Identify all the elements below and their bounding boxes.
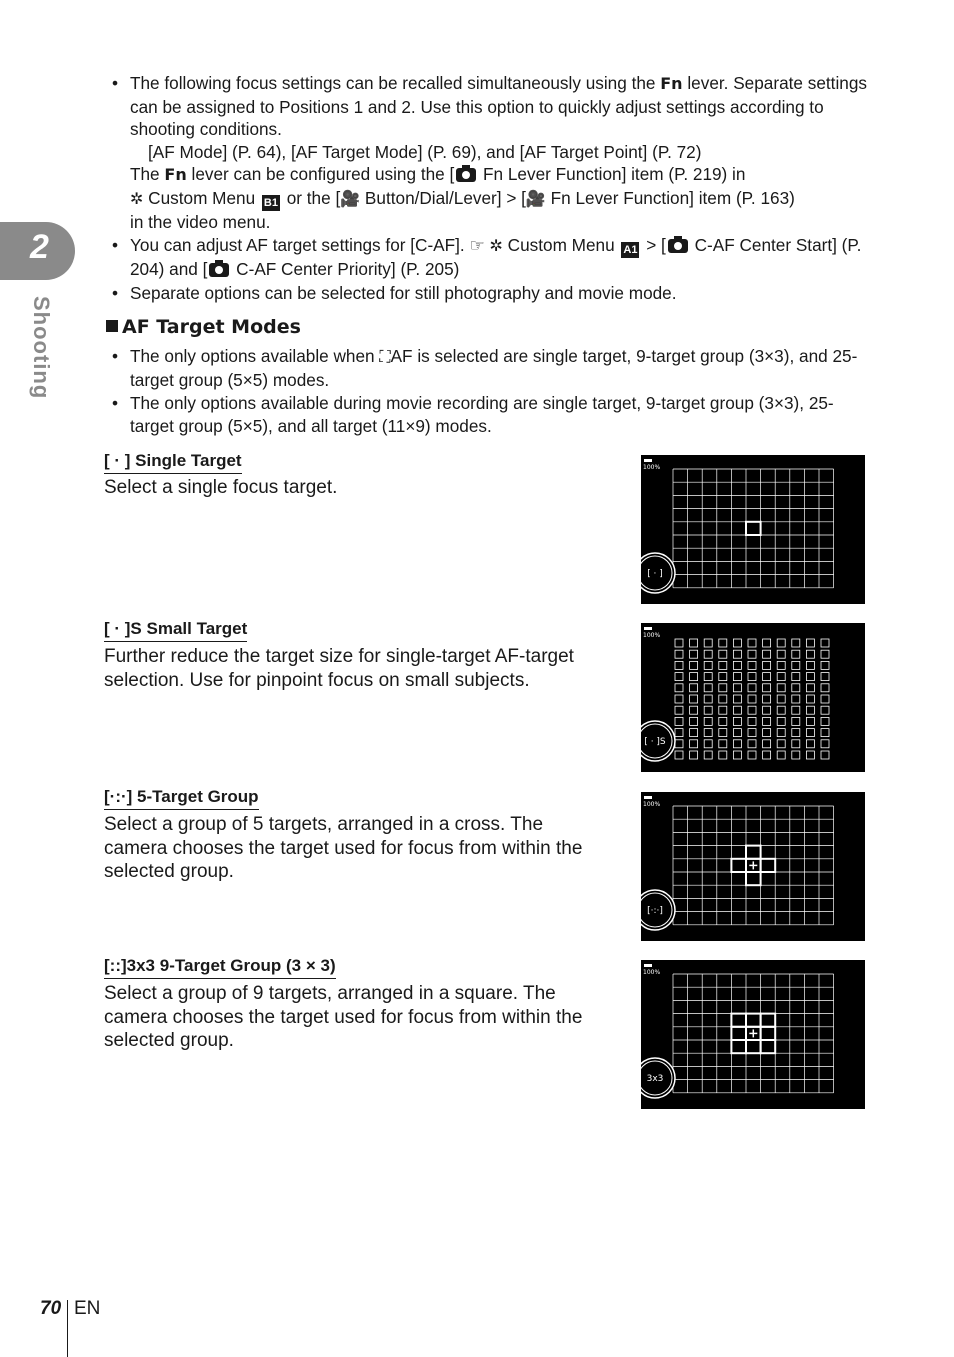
small-target-box <box>792 661 800 669</box>
small-target-box <box>719 751 727 759</box>
movie-camera-icon: 🎥 <box>525 188 546 208</box>
camera-icon <box>668 239 688 253</box>
small-target-box <box>806 729 814 737</box>
small-target-box <box>806 650 814 658</box>
small-target-box <box>733 717 741 725</box>
language-label: EN <box>74 1298 101 1319</box>
small-target-box <box>690 684 698 692</box>
small-target-box <box>806 661 814 669</box>
section-desc-small: Further reduce the target size for single-target AF-target selection. Use for pinpoint focus on small subjects. <box>104 646 574 691</box>
small-target-box <box>704 717 712 725</box>
small-target-box <box>806 717 814 725</box>
selected-target <box>746 1040 761 1053</box>
small-target-box <box>690 740 698 748</box>
small-target-box <box>690 695 698 703</box>
section-desc-9group: Select a group of 9 targets, arranged in a square. The camera chooses the target used for focus from within the selected group. <box>104 983 583 1051</box>
screen-9-target-group <box>641 960 865 1109</box>
small-target-box <box>675 706 683 714</box>
selected-target <box>731 1040 746 1053</box>
small-target-box <box>690 706 698 714</box>
small-target-box <box>748 751 756 759</box>
small-target-box <box>821 717 829 725</box>
small-target-box <box>704 729 712 737</box>
selected-target <box>761 1040 776 1053</box>
small-target-box <box>792 729 800 737</box>
small-target-box <box>763 740 771 748</box>
small-target-box <box>821 695 829 703</box>
selected-target <box>761 1027 776 1040</box>
af-target-bullets <box>112 345 872 438</box>
battery-icon <box>644 627 652 630</box>
small-target-box <box>763 717 771 725</box>
small-target-box <box>733 673 741 681</box>
selected-target <box>761 1014 776 1027</box>
small-target-box <box>792 740 800 748</box>
small-target-box <box>690 673 698 681</box>
small-target-box <box>777 639 785 647</box>
small-target-box <box>821 684 829 692</box>
selected-target <box>731 1014 746 1027</box>
small-target-box <box>806 684 814 692</box>
section-heading: AF Target Modes <box>106 316 301 338</box>
menu-b1-icon: B1 <box>263 196 278 209</box>
mode-badge-label: [ · ] <box>647 569 663 579</box>
small-target-box <box>792 717 800 725</box>
selected-target <box>731 1027 746 1040</box>
bullet-face-af: • The only options available when ⛶AF is selected are single target, 9-target group (3×3), and 25-target group (5×5) modes. <box>112 345 872 391</box>
small-target-box <box>733 751 741 759</box>
small-target-box <box>792 684 800 692</box>
small-target-box <box>719 706 727 714</box>
small-target-box <box>704 661 712 669</box>
small-target-box <box>733 661 741 669</box>
small-target-box <box>792 650 800 658</box>
small-target-box <box>763 751 771 759</box>
small-target-box <box>763 684 771 692</box>
intro-bullets <box>112 72 872 305</box>
small-target-box <box>675 740 683 748</box>
selected-target <box>746 872 761 885</box>
small-target-box <box>733 729 741 737</box>
bullet-separate: • Separate options can be selected for still photography and movie mode. <box>112 282 872 305</box>
section-desc-single: Select a single focus target. <box>104 477 338 498</box>
screen-small-target <box>641 623 865 772</box>
small-target-box <box>777 740 785 748</box>
chapter-number: 2 <box>30 228 49 266</box>
small-target-box <box>675 695 683 703</box>
small-target-box <box>733 740 741 748</box>
small-target-box <box>748 740 756 748</box>
small-target-box <box>719 639 727 647</box>
face-priority-icon: ⛶ <box>379 347 391 366</box>
section-desc-5group: Select a group of 5 targets, arranged in a cross. The camera chooses the target used for focus from within the selected group. <box>104 814 583 882</box>
small-target-box <box>719 650 727 658</box>
small-target-box <box>806 706 814 714</box>
screen-single-target <box>641 455 865 604</box>
small-target-box <box>777 751 785 759</box>
small-target-box <box>690 661 698 669</box>
battery-icon <box>644 796 652 799</box>
bullet-fn-lever: • The following focus settings can be recalled simultaneously using the Fn lever. Separate settings can be assigned to Positions 1 and 2. Use this option to quickly adjust settings according to shooting conditions. [AF Mode] (P. 64), [AF Target Mode] (P. 69), and [AF Target Point] (P. 72) The Fn lever can be configured using the [ Fn Lever Function] item (P. 219) in ✲ Custom Menu B1 or the [🎥 Button/Dial/Lever] > [🎥 Fn Lever Function] item (P. 163) in the video menu. <box>112 72 872 233</box>
small-target-box <box>675 673 683 681</box>
section-title-single: [ · ] Single Target <box>104 450 242 474</box>
small-target-box <box>821 729 829 737</box>
small-target-box <box>806 673 814 681</box>
mode-badge-label: [·:·] <box>647 906 663 916</box>
selected-target <box>746 846 761 859</box>
small-target-box <box>704 751 712 759</box>
battery-level: 100% <box>643 801 661 808</box>
small-target-box <box>675 661 683 669</box>
small-target-box <box>733 639 741 647</box>
fn-settings-list: [AF Mode] (P. 64), [AF Target Mode] (P. 69), and [AF Target Point] (P. 72) <box>148 141 702 162</box>
small-target-box <box>733 695 741 703</box>
small-target-box <box>763 729 771 737</box>
small-target-box <box>763 650 771 658</box>
bullet-movie: • The only options available during movie recording are single target, 9-target group (3×3), 25-target group (5×5), and all target (11×9) modes. <box>112 392 872 437</box>
small-target-box <box>704 706 712 714</box>
small-target-box <box>675 751 683 759</box>
small-target-box <box>777 661 785 669</box>
small-target-box <box>763 695 771 703</box>
small-target-box <box>733 706 741 714</box>
small-target-box <box>821 706 829 714</box>
small-target-box <box>763 706 771 714</box>
section-title-small: [ · ]S Small Target <box>104 618 247 642</box>
camera-icon <box>456 168 476 182</box>
small-target-box <box>806 751 814 759</box>
small-target-box <box>821 661 829 669</box>
small-target-box <box>675 717 683 725</box>
small-target-box <box>792 639 800 647</box>
mode-badge-label: 3x3 <box>646 1074 664 1084</box>
small-target-box <box>748 639 756 647</box>
bullet-caf: • You can adjust AF target settings for [C-AF]. ☞ ✲ Custom Menu A1 > [ C-AF Center Start] (P. 204) and [ C-AF Center Priority] (P. 205) <box>112 234 872 281</box>
small-target-box <box>777 706 785 714</box>
battery-level: 100% <box>643 464 661 471</box>
small-target-box <box>821 650 829 658</box>
reference-hand-icon: ☞ <box>469 236 485 256</box>
footer-divider <box>67 1300 68 1357</box>
selected-target <box>761 859 776 872</box>
small-target-box <box>690 751 698 759</box>
small-target-box <box>719 729 727 737</box>
screen-5-target-group <box>641 792 865 941</box>
small-target-box <box>806 740 814 748</box>
selected-target <box>746 522 761 535</box>
small-target-box <box>690 650 698 658</box>
small-target-box <box>675 729 683 737</box>
square-bullet-icon <box>106 320 118 332</box>
small-target-box <box>792 706 800 714</box>
small-target-box <box>777 695 785 703</box>
menu-a1-icon: A1 <box>623 244 638 256</box>
battery-icon <box>644 964 652 967</box>
small-target-box <box>792 695 800 703</box>
chapter-label: Shooting <box>29 296 54 400</box>
small-target-box <box>777 717 785 725</box>
small-target-box <box>704 740 712 748</box>
small-target-box <box>733 650 741 658</box>
small-target-box <box>748 684 756 692</box>
small-target-box <box>806 695 814 703</box>
section-title-9group: [::]3x3 9-Target Group (3 × 3) <box>104 955 336 979</box>
small-target-box <box>821 740 829 748</box>
small-target-box <box>719 695 727 703</box>
small-target-box <box>719 673 727 681</box>
small-target-box <box>777 684 785 692</box>
small-target-box <box>777 729 785 737</box>
small-target-box <box>704 650 712 658</box>
small-target-box <box>748 673 756 681</box>
small-target-box <box>777 650 785 658</box>
small-target-box <box>763 661 771 669</box>
small-target-box <box>675 639 683 647</box>
small-target-box <box>719 717 727 725</box>
small-target-box <box>675 684 683 692</box>
small-target-box <box>704 684 712 692</box>
small-target-box <box>792 751 800 759</box>
battery-level: 100% <box>643 969 661 976</box>
battery-level: 100% <box>643 632 661 639</box>
selected-target <box>746 1014 761 1027</box>
small-target-box <box>704 639 712 647</box>
small-target-box <box>690 717 698 725</box>
small-target-box <box>690 639 698 647</box>
small-target-box <box>821 751 829 759</box>
small-target-box <box>690 729 698 737</box>
small-target-box <box>777 673 785 681</box>
small-target-box <box>821 639 829 647</box>
battery-icon <box>644 459 652 462</box>
small-target-box <box>763 639 771 647</box>
small-target-box <box>748 695 756 703</box>
small-target-box <box>704 673 712 681</box>
page-number: 70 <box>40 1298 62 1319</box>
small-target-box <box>748 650 756 658</box>
mode-badge-label: [ · ]S <box>644 737 666 747</box>
gear-icon: ✲ <box>130 188 144 208</box>
small-target-box <box>792 673 800 681</box>
movie-camera-icon: 🎥 <box>340 188 361 208</box>
small-target-box <box>748 706 756 714</box>
small-target-box <box>704 695 712 703</box>
camera-icon <box>209 263 229 277</box>
small-target-box <box>719 661 727 669</box>
small-target-box <box>719 740 727 748</box>
small-target-box <box>748 729 756 737</box>
small-target-box <box>821 673 829 681</box>
small-target-box <box>719 684 727 692</box>
small-target-box <box>748 661 756 669</box>
selected-target <box>731 859 746 872</box>
section-title-5group: [·:·] 5-Target Group <box>104 786 259 810</box>
small-target-box <box>675 650 683 658</box>
small-target-box <box>733 684 741 692</box>
gear-icon: ✲ <box>489 236 503 255</box>
small-target-box <box>763 673 771 681</box>
small-target-box <box>748 717 756 725</box>
small-target-box <box>806 639 814 647</box>
